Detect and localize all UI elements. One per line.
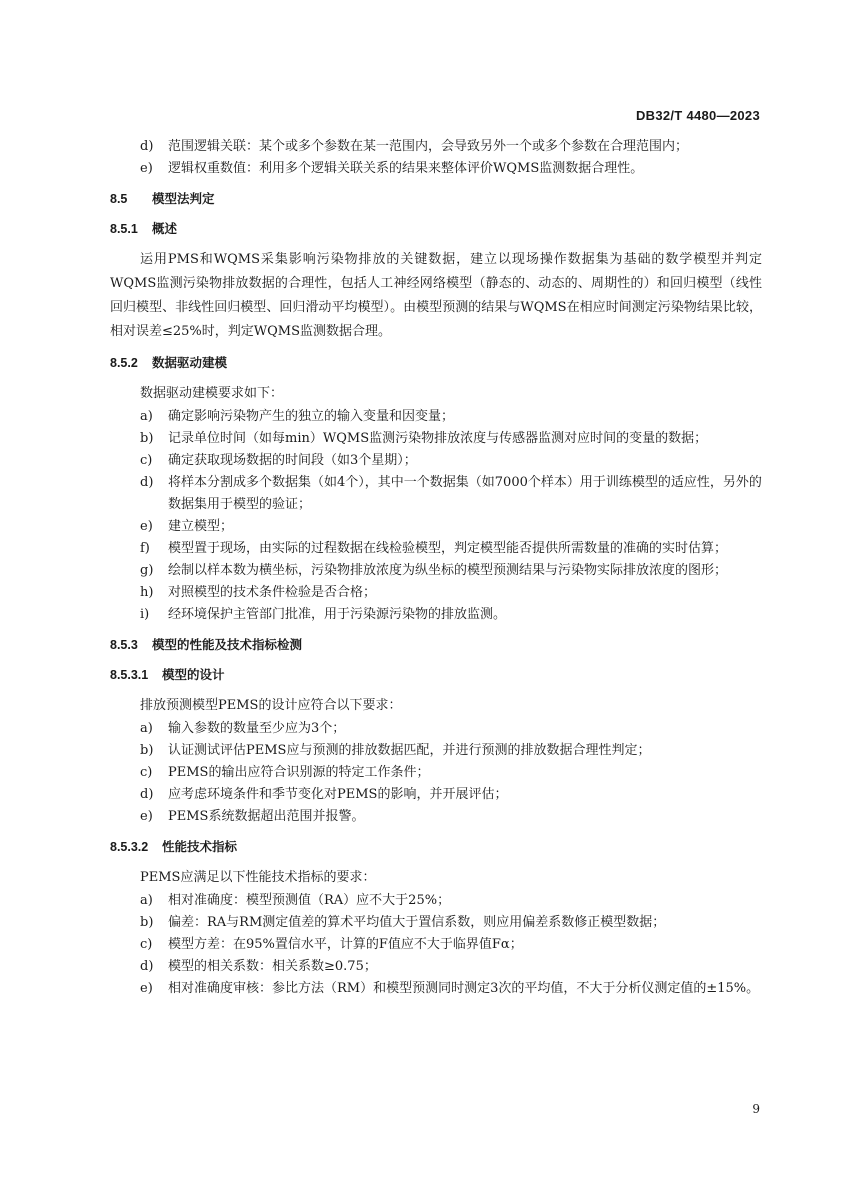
list-item [110,718,762,740]
list-text: 范围逻辑关联：某个或多个参数在某一范围内，会导致另外一个或多个参数在合理范围内； [168,139,689,154]
list-marker: e) [140,809,153,824]
list-item [110,956,762,978]
list-marker: c) [140,765,153,780]
list-text: 应考虑环境条件和季节变化对PEMS的影响，并开展评估； [168,787,508,802]
section-title: 模型的设计 [162,668,225,682]
list-text: 对照模型的技术条件检验是否合格； [168,585,377,600]
list-item [110,934,762,956]
section-number: 8.5.3 [110,638,138,652]
section-heading-8-5-2 [110,352,762,374]
list-text: 绘制以样本数为横坐标，污染物排放浓度为纵坐标的模型预测结果与污染物实际排放浓度的图形； [168,563,728,578]
list-item [110,516,762,538]
list-marker: d) [140,787,154,802]
list-marker: f) [140,541,150,556]
list-item [110,762,762,784]
page-number: 9 [752,1102,760,1116]
list-marker: e) [140,161,153,176]
list-text: 逻辑权重数值：利用多个逻辑关联关系的结果来整体评价WQMS监测数据合理性。 [168,161,644,176]
list-marker: a) [140,409,153,424]
list-marker: h) [140,585,154,600]
list-marker: a) [140,721,153,736]
list-text: 输入参数的数量至少应为3个； [168,721,346,736]
list-marker: d) [140,139,154,154]
list-item [110,890,762,912]
section-intro: 排放预测模型PEMS的设计应符合以下要求： [140,698,402,713]
section-number: 8.5.1 [110,222,138,236]
list-item [110,582,762,604]
list-text: 将样本分割成多个数据集（如4个），其中一个数据集（如7000个样本）用于训练模型的适应性，另外的数据集用于模型的验证； [168,475,762,512]
list-marker: e) [140,981,153,996]
list-text: 模型的相关系数：相关系数≥0.75； [168,959,377,974]
list-item [110,604,762,626]
section-title: 模型法判定 [152,192,215,206]
section-title: 数据驱动建模 [152,356,228,370]
section-number: 8.5.3.2 [110,840,149,854]
list-item [110,428,762,450]
list-item [110,978,762,1000]
list-text: 模型置于现场，由实际的过程数据在线检验模型，判定模型能否提供所需数量的准确的实时估算； [168,541,728,556]
list-marker: c) [140,937,153,952]
list-marker: c) [140,453,153,468]
list-item [110,158,762,180]
overview-paragraph: 运用PMS和WQMS采集影响污染物排放的关键数据，建立以现场操作数据集为基础的数学模型并判定WQMS监测污染物排放数据的合理性，包括人工神经网络模型（静态的、动态的、周期性的）和回归模型（线性回归模型、非线性回归模型、回归滑动平均模型）。由模型预测的结果与WQMS在相应时间测定污染物结果比较，相对误差≤25%时，判定WQMS监测数据合理。 [110,252,762,339]
section-number: 8.5.3.1 [110,668,149,682]
section-heading-8-5-3-2 [110,836,762,858]
performance-indicators-list [110,890,762,1000]
section-intro: PEMS应满足以下性能技术指标的要求： [140,870,376,885]
list-marker: d) [140,959,154,974]
list-item [110,560,762,582]
list-marker: e) [140,519,153,534]
list-item [110,136,762,158]
list-text: 记录单位时间（如每min）WQMS监测污染物排放浓度与传感器监测对应时间的变量的数据； [168,431,708,446]
list-marker: b) [140,431,154,446]
section-intro: 数据驱动建模要求如下： [140,386,284,401]
page-content [110,136,762,1000]
list-text: PEMS的输出应符合识别源的特定工作条件； [168,765,430,780]
list-text: 相对准确度审核：参比方法（RM）和模型预测同时测定3次的平均值，不大于分析仪测定值的±15%。 [168,981,760,996]
list-item [110,784,762,806]
model-design-list [110,718,762,828]
list-text: 相对准确度：模型预测值（RA）应不大于25%； [168,893,451,908]
list-text: 经环境保护主管部门批准，用于污染源污染物的排放监测。 [168,607,507,622]
list-marker: d) [140,475,154,490]
list-item [110,912,762,934]
modeling-requirements-list [110,406,762,626]
section-number: 8.5.2 [110,356,138,370]
list-text: PEMS系统数据超出范围并报警。 [168,809,365,824]
list-marker: b) [140,915,154,930]
section-title: 模型的性能及技术指标检测 [152,638,303,652]
list-text: 确定获取现场数据的时间段（如3个星期）； [168,453,417,468]
list-text: 认证测试评估PEMS应与预测的排放数据匹配，并进行预测的排放数据合理性判定； [168,743,651,758]
list-marker: a) [140,893,153,908]
list-text: 确定影响污染物产生的独立的输入变量和因变量； [168,409,455,424]
section-number: 8.5 [110,192,128,206]
list-item [110,450,762,472]
list-item [110,806,762,828]
list-item [110,740,762,762]
section-title: 性能技术指标 [162,840,238,854]
document-code: DB32/T 4480—2023 [635,108,760,123]
section-heading-8-5 [110,188,762,210]
list-marker: i) [140,607,150,622]
list-marker: b) [140,743,154,758]
list-text: 模型方差：在95%置信水平，计算的F值应不大于临界值Fα； [168,937,523,952]
list-text: 建立模型； [168,519,234,534]
section-title: 概述 [152,222,178,236]
section-heading-8-5-3 [110,634,762,656]
list-item [110,538,762,560]
list-marker: g) [140,563,154,578]
intro-list [110,136,762,180]
list-text: 偏差：RA与RM测定值差的算术平均值大于置信系数，则应用偏差系数修正模型数据； [168,915,666,930]
list-item [110,472,762,516]
section-heading-8-5-1 [110,218,762,240]
list-item [110,406,762,428]
section-heading-8-5-3-1 [110,664,762,686]
